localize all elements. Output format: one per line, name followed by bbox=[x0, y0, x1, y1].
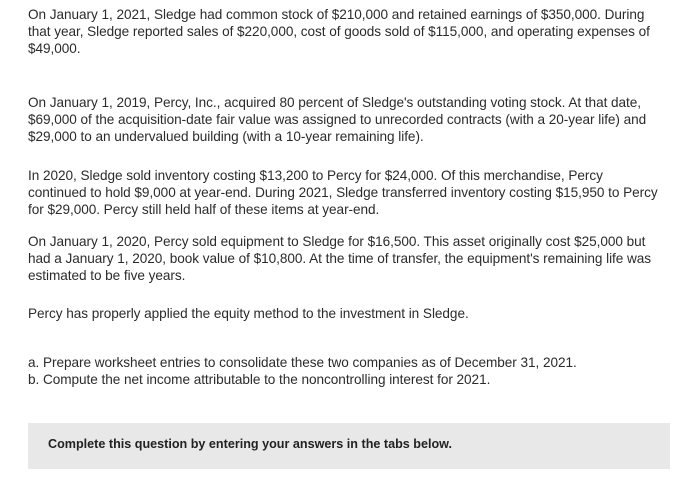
question-b: b. Compute the net income attributable to the noncontrolling interest for 2021. bbox=[28, 372, 491, 387]
paragraph-equity-method: Percy has properly applied the equity method to the investment in Sledge. bbox=[28, 306, 469, 321]
paragraph-equipment-transfer: On January 1, 2020, Percy sold equipment to Sledge for $16,500. This asset originally cost $25,000 but had a January 1, 2020, book value of $10,800. At the time of transfer, the equipment's remaining life was estimated to be five years. bbox=[28, 234, 652, 283]
paragraph-sledge-financials: On January 1, 2021, Sledge had common stock of $210,000 and retained earnings of $350,000. During that year, Sledge reported sales of $220,000, cost of goods sold of $115,000, and operating expenses of $49,000. bbox=[28, 7, 650, 56]
question-a: a. Prepare worksheet entries to consolidate these two companies as of December 31, 2021. bbox=[28, 355, 577, 370]
instructions-text: Complete this question by entering your answers in the tabs below. bbox=[48, 437, 452, 451]
instructions-banner bbox=[28, 423, 670, 469]
paragraph-acquisition: On January 1, 2019, Percy, Inc., acquired 80 percent of Sledge's outstanding voting stock. At that date, $69,000 of the acquisition-date fair value was assigned to unrecorded contracts (with a 20-year life) and $29,000 to an undervalued building (with a 10-year remaining life). bbox=[28, 95, 647, 144]
paragraph-inventory-transfers: In 2020, Sledge sold inventory costing $13,200 to Percy for $24,000. Of this merchandise, Percy continued to hold $9,000 at year-end. During 2021, Sledge transferred inventory costing $15,950 to Percy for $29,000. Percy still held half of these items at year-end. bbox=[28, 168, 658, 217]
